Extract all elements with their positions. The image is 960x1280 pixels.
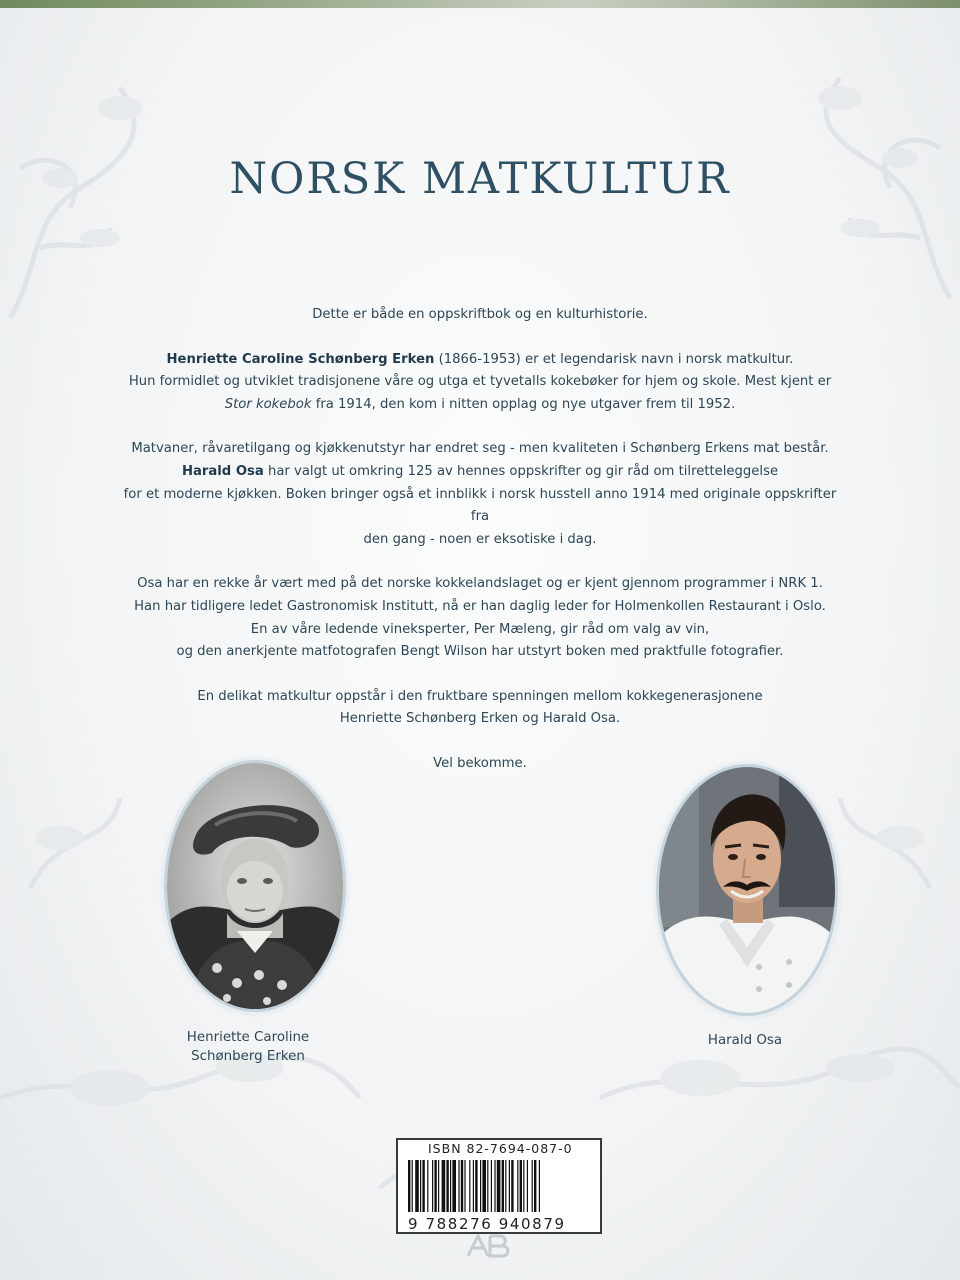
erken-line2: Hun formidlet og utviklet tradisjonene våre og utga et tyvetalls kokebøker for hjem og skole. Mest kjent er [128,374,832,390]
closing-line1: En delikat matkultur oppstår i den fruktbare spenningen mellom kokkegenerasjonene [197,688,763,704]
erken-line1: (1866-1953) er et legendarisk navn i norsk matkultur. [434,351,794,367]
bio-line3: En av våre ledende vineksperter, Per Mæleng, gir råd om valg av vin, [250,621,710,637]
author-name-erken: Henriette Caroline Schønberg Erken [166,351,435,367]
osa-line1: Matvaner, råvaretilgang og kjøkkenutstyr har endret seg - men kvaliteten i Schønberg Erkens mat består. [131,441,829,457]
isbn-barcode [396,1138,602,1234]
barcode-digits: 9 788276 940879 [408,1215,566,1233]
paragraph-erken [120,349,840,417]
bio-line4: og den anerkjente matfotografen Bengt Wilson har utstyrt boken med praktfulle fotografier. [176,644,784,660]
paragraph-closing [120,686,840,731]
book-back-cover [0,8,960,1280]
author-name-osa: Harald Osa [181,463,264,479]
bio-line2: Han har tidligere ledet Gastronomisk Institutt, nå er han daglig leder for Holmenkollen Restaurant i Oslo. [134,598,826,614]
osa-line3: for et moderne kjøkken. Boken bringer også et innblikk i norsk husstell anno 1914 med originale oppskrifter fra [123,486,837,525]
publisher-logo [458,1230,518,1268]
bio-line1: Osa har en rekke år vært med på det norske kokkelandslaget og er kjent gjennom programmer i NRK 1. [137,576,823,592]
farewell-text: Vel bekomme. [433,755,527,771]
portrait-harald-osa-photo [659,767,835,1013]
osa-line2: har valgt ut omkring 125 av hennes oppskrifter og gir råd om tilretteleggelse [263,463,779,479]
erken-line3: fra 1914, den kom i nitten opplag og nye utgaver frem til 1952. [311,396,736,412]
caption-henriette [150,1028,346,1066]
isbn-label: ISBN 82-7694-087-0 [428,1141,573,1156]
publisher-logo-mark [458,1230,518,1262]
closing-line2: Henriette Schønberg Erken og Harald Osa. [339,711,621,727]
book-title: NORSK MATKULTUR [229,154,731,204]
portrait-henriette [164,760,346,1012]
paragraph-intro [120,304,840,327]
caption-harald-osa-text: Harald Osa [707,1033,783,1048]
barcode-bars [406,1160,596,1212]
paragraph-osa-intro [120,438,840,551]
osa-line4: den gang - noen er eksotiske i dag. [363,531,597,547]
cover-description [120,304,840,798]
intro-text: Dette er både en oppskriftbok og en kulturhistorie. [312,307,648,322]
caption-henriette-line2: Schønberg Erken [191,1049,305,1064]
book-title-italic: Stor kokebok [224,396,312,412]
caption-harald-osa [640,1031,850,1050]
caption-henriette-line1: Henriette Caroline [186,1030,310,1045]
portrait-harald-osa [656,764,838,1016]
paragraph-osa-bio [120,573,840,663]
portrait-henriette-photo [167,763,343,1009]
